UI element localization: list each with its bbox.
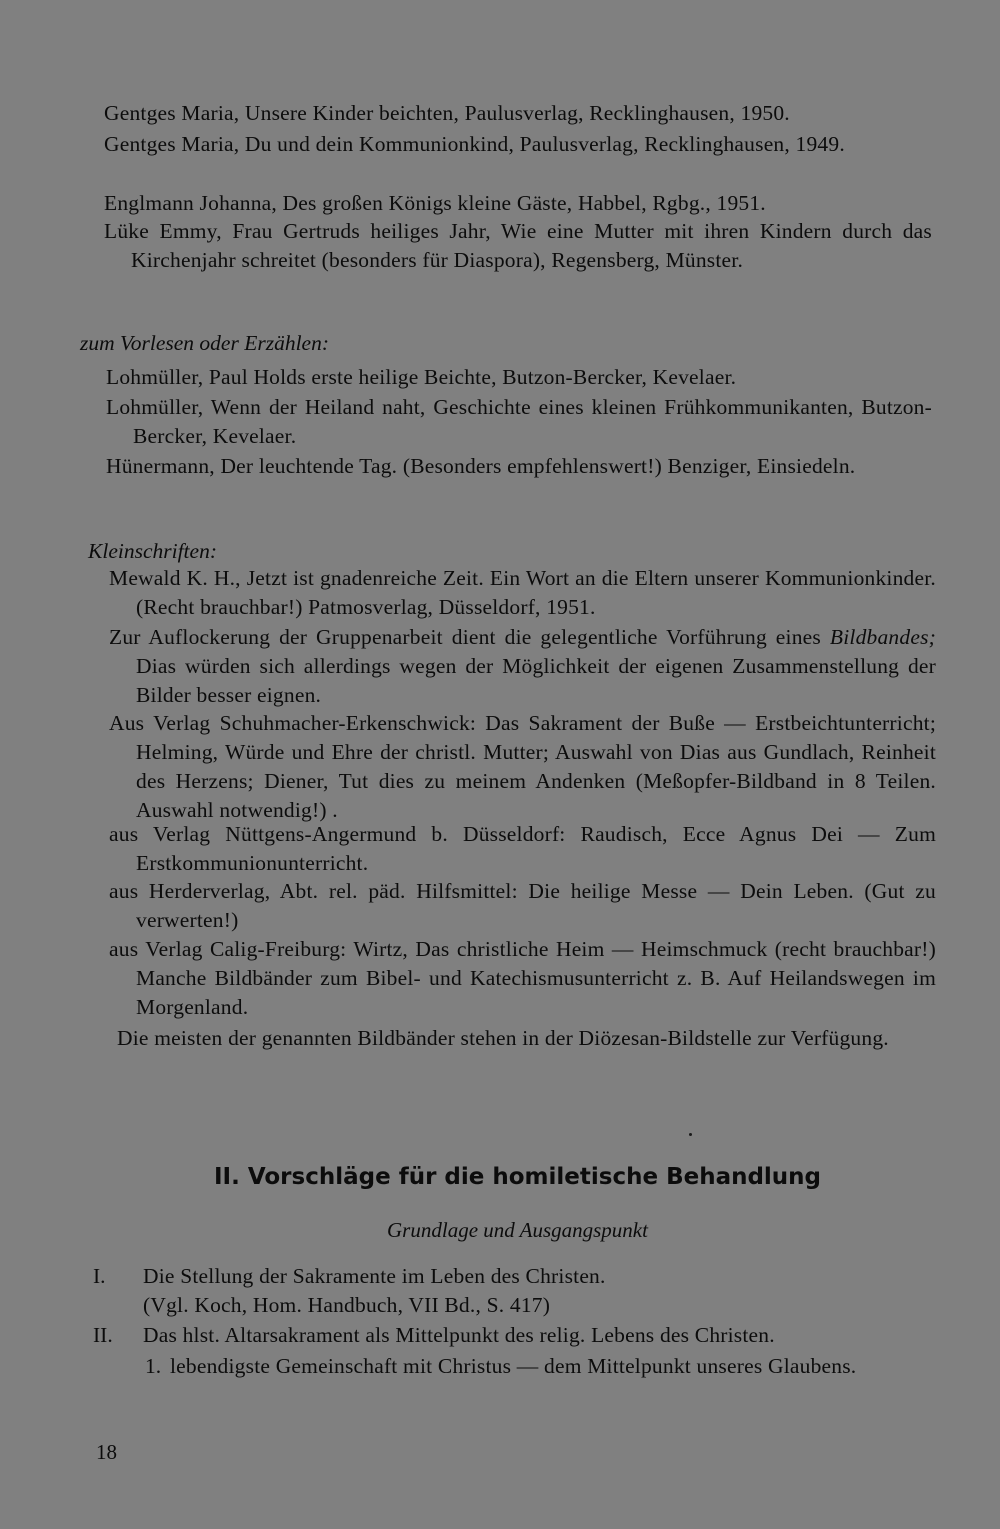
reading-entry: Hünermann, Der leuchtende Tag. (Besonders empfehlenswert!) Benziger, Einsiedeln. <box>106 454 856 478</box>
subpoint-text: lebendigste Gemeinschaft mit Christus — dem Mittelpunkt unseres Glaubens. <box>170 1354 857 1378</box>
pamphlets-heading: Kleinschriften: <box>88 539 217 563</box>
note-text: Dias würden sich allerdings wegen der Möglichkeit der eigenen Zusammenstellung der Bilder besser eignen. <box>136 654 936 707</box>
point-numeral: I. <box>93 1264 106 1288</box>
point-text: Die Stellung der Sakramente im Leben des Christen. <box>143 1264 606 1288</box>
point-numeral: II. <box>93 1323 113 1347</box>
reading-entry: Lohmüller, Paul Holds erste heilige Beichte, Butzon-Bercker, Kevelaer. <box>106 365 737 389</box>
pamphlet-entry: aus Verlag Calig-Freiburg: Wirtz, Das christliche Heim — Heimschmuck (recht brauchbar!) Manche Bildbänder zum Bibel- und Katechismusunterricht z. B. Auf Heilandswegen im Morgenland. <box>109 937 936 1019</box>
reading-entry: Lohmüller, Wenn der Heiland naht, Geschichte eines kleinen Frühkommunikanten, Butzon-Bercker, Kevelaer. <box>106 395 932 448</box>
pamphlet-note <box>109 623 936 710</box>
point-text: (Vgl. Koch, Hom. Handbuch, VII Bd., S. 417) <box>143 1293 551 1317</box>
bibliography-entry: Gentges Maria, Du und dein Kommunionkind, Paulusverlag, Recklinghausen, 1949. <box>104 132 845 156</box>
note-italic-term: Bildbandes; <box>829 625 936 649</box>
closing-paragraph: Die meisten der genannten Bildbänder stehen in der Diözesan-Bildstelle zur Verfügung. <box>117 1026 889 1050</box>
subpoint-numeral: 1. <box>145 1354 162 1378</box>
page-number: 18 <box>96 1440 117 1464</box>
bibliography-entry: Lüke Emmy, Frau Gertruds heiliges Jahr, Wie eine Mutter mit ihren Kindern durch das Kirchenjahr schreitet (besonders für Diaspora), Regensberg, Münster. <box>104 219 932 272</box>
pamphlet-entry: Aus Verlag Schuhmacher-Erkenschwick: Das Sakrament der Buße — Erstbeichtunterricht; Helming, Würde und Ehre der christl. Mutter; Auswahl von Dias aus Gundlach, Reinheit des Herzens; Diener, Tut dies zu meinem Andenken (Meßopfer-Bildband in 8 Teilen. Auswahl notwendig!) . <box>109 711 936 822</box>
bibliography-entry: Englmann Johanna, Des großen Königs kleine Gäste, Habbel, Rgbg., 1951. <box>104 191 766 215</box>
bibliography-entry: Gentges Maria, Unsere Kinder beichten, Paulusverlag, Recklinghausen, 1950. <box>104 101 790 125</box>
pamphlet-entry: aus Herderverlag, Abt. rel. päd. Hilfsmittel: Die heilige Messe — Dein Leben. (Gut zu verwerten!) <box>109 879 936 932</box>
section-subtitle: Grundlage und Ausgangspunkt <box>387 1218 648 1242</box>
pamphlet-entry: Mewald K. H., Jetzt ist gnadenreiche Zeit. Ein Wort an die Eltern unserer Kommunionkinder. (Recht brauchbar!) Patmosverlag, Düsseldorf, 1951. <box>109 566 936 619</box>
section-title: II. Vorschläge für die homiletische Behandlung <box>213 1164 822 1190</box>
stray-mark <box>689 1133 692 1136</box>
reading-heading: zum Vorlesen oder Erzählen: <box>80 331 330 355</box>
point-text: Das hlst. Altarsakrament als Mittelpunkt des relig. Lebens des Christen. <box>143 1323 775 1347</box>
pamphlet-entry: aus Verlag Nüttgens-Angermund b. Düsseldorf: Raudisch, Ecce Agnus Dei — Zum Erstkommunionunterricht. <box>109 822 936 875</box>
note-text: Zur Auflockerung der Gruppenarbeit dient die gelegentliche Vorführung eines <box>109 625 830 649</box>
